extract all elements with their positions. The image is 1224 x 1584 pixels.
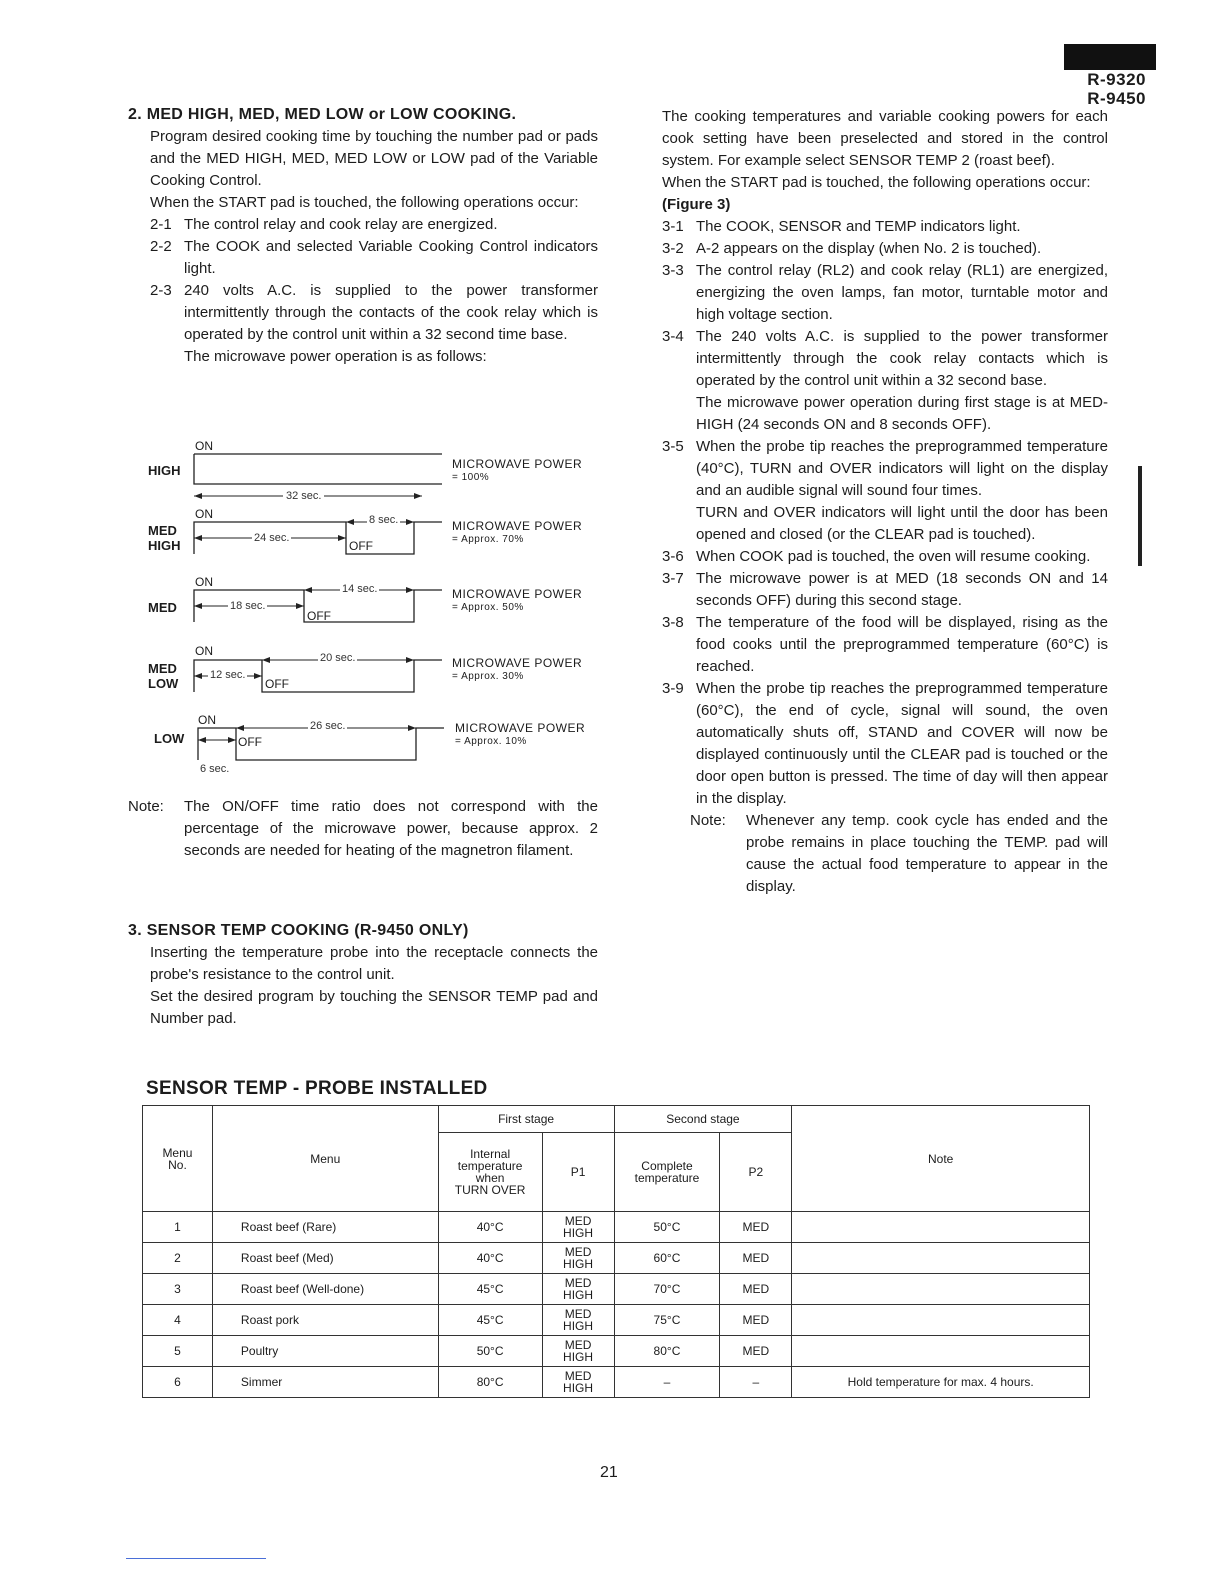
item-number: 3-1 (662, 218, 684, 235)
wave-label-low: LOW (154, 731, 185, 746)
mw-pct: = Approx. 50% (452, 602, 524, 613)
scan-mark (1138, 466, 1142, 566)
header-complete-temp (614, 1133, 720, 1212)
sensor-temp-table (142, 1105, 1090, 1398)
item-text: The control relay and cook relay are energized. (184, 216, 498, 233)
cell-note (792, 1274, 1090, 1305)
cell-turn-temp: 45°C (438, 1274, 542, 1305)
cell-turn-temp: 50°C (438, 1336, 542, 1367)
header-second-stage: Second stage (614, 1106, 792, 1133)
cell-p2: MED (720, 1243, 792, 1274)
cell-menu-no: 2 (143, 1243, 213, 1274)
cell-menu: Roast beef (Med) (212, 1243, 438, 1274)
cell-text: MED (564, 1307, 592, 1321)
cell-complete-temp: 70°C (614, 1274, 720, 1305)
section-2-heading: 2. MED HIGH, MED, MED LOW or LOW COOKING. (128, 106, 517, 123)
mw-pct: = Approx. 10% (455, 736, 527, 747)
mw-label: MICROWAVE POWER (452, 457, 583, 471)
right-item (662, 260, 1108, 326)
label-line: LOW (148, 676, 179, 691)
cell-text: MED (564, 1245, 592, 1259)
mw-power-high (452, 458, 582, 484)
cell-note (792, 1243, 1090, 1274)
cell-note: Hold temperature for max. 4 hours. (792, 1367, 1090, 1398)
right-column (662, 106, 1108, 898)
table-row (143, 1336, 1090, 1367)
cell-menu-no: 3 (143, 1274, 213, 1305)
header-first-stage: First stage (438, 1106, 614, 1133)
note-label: Note: (128, 798, 164, 815)
mw-label: MICROWAVE POWER (452, 587, 583, 601)
right-item (662, 326, 1108, 392)
header-menu-no (143, 1106, 213, 1212)
section-3-p1: Inserting the temperature probe into the receptacle connects the probe's resistance to the control unit. (150, 944, 598, 983)
on-label: ON (195, 644, 213, 658)
item-text: The temperature of the food will be displayed, rising as the food cooks until the preprogrammed temperature (60°C) is reached. (696, 614, 1108, 675)
item-number: 3-8 (662, 614, 684, 631)
wave-label-med-high (148, 523, 181, 553)
cell-menu: Simmer (212, 1367, 438, 1398)
table-row (143, 1274, 1090, 1305)
item-text: The microwave power is at MED (18 seconds ON and 14 seconds OFF) during this second stage. (696, 570, 1108, 609)
item-text: When the probe tip reaches the preprogrammed temperature (40°C), TURN and OVER indicators will light on the display and an audible signal will sound four times. (696, 438, 1108, 499)
right-note (662, 810, 1108, 898)
cell-p1 (542, 1305, 614, 1336)
cell-complete-temp: 50°C (614, 1212, 720, 1243)
header-text: when (475, 1171, 505, 1185)
mw-power-med (452, 588, 582, 614)
off-label: OFF (265, 677, 289, 691)
cell-menu-no: 4 (143, 1305, 213, 1336)
item-text: 240 volts A.C. is supplied to the power transformer intermittently through the contacts of the cook relay which is operated by the control unit within a 32 second time base. (184, 282, 598, 343)
on-time-label: 6 sec. (200, 763, 230, 775)
cell-menu: Roast pork (212, 1305, 438, 1336)
off-label: OFF (349, 539, 373, 553)
model-r9450: R-9450 (1087, 89, 1146, 108)
right-item (662, 612, 1108, 678)
cell-text: MED (564, 1338, 592, 1352)
cell-p1 (542, 1336, 614, 1367)
on-label: ON (195, 439, 213, 453)
right-item (662, 678, 1108, 810)
item-number: 3-6 (662, 548, 684, 565)
wave-label-med-low (148, 661, 178, 691)
item-text: A-2 appears on the display (when No. 2 is touched). (696, 240, 1042, 257)
header-text: Internal (470, 1147, 511, 1161)
cell-p2: MED (720, 1305, 792, 1336)
note-text: Whenever any temp. cook cycle has ended and the probe remains in place touching the TEMP. pad will cause the actual food temperature to appear in the display. (746, 812, 1108, 895)
base-time-label: 32 sec. (283, 490, 324, 502)
section-3 (128, 920, 598, 1030)
off-time-label: 14 sec. (342, 583, 378, 595)
cell-text: HIGH (563, 1257, 594, 1271)
item-number: 2-3 (150, 282, 172, 299)
on-time-label: 24 sec. (254, 532, 290, 544)
label-line: MED (148, 661, 177, 676)
off-label: OFF (238, 735, 262, 749)
item-number: 3-5 (662, 438, 684, 455)
cell-p1 (542, 1212, 614, 1243)
cell-text: MED (564, 1214, 592, 1228)
cell-complete-temp: 60°C (614, 1243, 720, 1274)
off-label: OFF (307, 609, 331, 623)
cell-menu-no: 6 (143, 1367, 213, 1398)
mw-label: MICROWAVE POWER (455, 721, 586, 735)
note-label: Note: (690, 812, 726, 829)
cell-text: MED (564, 1369, 592, 1383)
header-text: TURN OVER (454, 1183, 526, 1197)
right-item-extra: The microwave power operation during first stage is at MED-HIGH (24 seconds ON and 8 seconds OFF). (696, 394, 1108, 433)
table-row (143, 1212, 1090, 1243)
cell-menu: Poultry (212, 1336, 438, 1367)
cell-p1 (542, 1243, 614, 1274)
header-black-block (1064, 44, 1156, 70)
header-text: Menu (162, 1145, 193, 1160)
cell-complete-temp: 80°C (614, 1336, 720, 1367)
cell-text: HIGH (563, 1226, 594, 1240)
section-3-p2: Set the desired program by touching the SENSOR TEMP pad and Number pad. (150, 988, 598, 1027)
cell-text: HIGH (563, 1350, 594, 1364)
mw-power-low (455, 722, 585, 748)
item-number: 2-2 (150, 238, 172, 255)
table-row (143, 1305, 1090, 1336)
cell-text: MED (564, 1276, 592, 1290)
footer-line (126, 1558, 266, 1559)
cell-turn-temp: 40°C (438, 1243, 542, 1274)
table-row (143, 1367, 1090, 1398)
mw-label: MICROWAVE POWER (452, 656, 583, 670)
header-p2: P2 (720, 1133, 792, 1212)
right-when-text: When the START pad is touched, the following operations occur: (662, 174, 1091, 191)
cell-menu-no: 5 (143, 1336, 213, 1367)
cell-menu: Roast beef (Rare) (212, 1212, 438, 1243)
cell-turn-temp: 80°C (438, 1367, 542, 1398)
wave-med-high (190, 514, 450, 560)
mw-pct: = Approx. 30% (452, 671, 524, 682)
on-time-label: 12 sec. (210, 669, 246, 681)
section-2-item (150, 236, 598, 280)
cell-p1 (542, 1367, 614, 1398)
cell-text: HIGH (563, 1381, 594, 1395)
item-number: 3-4 (662, 328, 684, 345)
on-label: ON (198, 713, 216, 727)
section-2-item (150, 280, 598, 346)
cell-text: HIGH (563, 1288, 594, 1302)
item-text: When the probe tip reaches the preprogrammed temperature (60°C), the end of cycle, signal will sound, the oven automatically shuts off, STAND and COVER will now be displayed continuously until the CLEAR pad is touched or the door open button is pressed. The time of day will then appear in the display. (696, 680, 1108, 807)
cell-note (792, 1212, 1090, 1243)
right-item (662, 546, 1108, 568)
section-2 (128, 104, 598, 368)
header-text: Complete (641, 1159, 693, 1173)
on-label: ON (195, 575, 213, 589)
section-2-item (150, 214, 598, 236)
cell-p1 (542, 1274, 614, 1305)
note-magnetron (128, 796, 598, 862)
table-row (143, 1243, 1090, 1274)
table-header-row (143, 1106, 1090, 1133)
right-item (662, 568, 1108, 612)
header-p1: P1 (542, 1133, 614, 1212)
section-3-heading: 3. SENSOR TEMP COOKING (R-9450 ONLY) (128, 922, 469, 939)
right-when (662, 172, 1108, 216)
label-line: MED (148, 523, 177, 538)
header-text: temperature (634, 1171, 700, 1185)
cell-p2: MED (720, 1336, 792, 1367)
item-number: 2-1 (150, 216, 172, 233)
header-internal-temp (438, 1133, 542, 1212)
mw-power-med-high (452, 520, 582, 546)
cell-p2: – (720, 1367, 792, 1398)
on-label: ON (195, 507, 213, 521)
item-text: The 240 volts A.C. is supplied to the power transformer intermittently through the cook relay contacts which is operated by the control unit within a 32 second base. (696, 328, 1108, 389)
cell-menu: Roast beef (Well-done) (212, 1274, 438, 1305)
off-time-label: 20 sec. (320, 652, 356, 664)
item-number: 3-2 (662, 240, 684, 257)
page-number: 21 (600, 1464, 618, 1481)
wave-label-high: HIGH (148, 463, 181, 478)
mw-power-med-low (452, 657, 582, 683)
cell-menu-no: 1 (143, 1212, 213, 1243)
header-menu: Menu (212, 1106, 438, 1212)
item-text: The COOK and selected Variable Cooking Control indicators light. (184, 238, 598, 277)
item-number: 3-9 (662, 680, 684, 697)
right-item (662, 216, 1108, 238)
figure-ref: (Figure 3) (662, 196, 731, 213)
cell-note (792, 1305, 1090, 1336)
section-2-intro: Program desired cooking time by touching the number pad or pads and the MED HIGH, MED, MED LOW or LOW pad of the Variable Cooking Control. (150, 128, 598, 189)
cell-complete-temp: – (614, 1367, 720, 1398)
header-text: temperature (457, 1159, 523, 1173)
cell-p2: MED (720, 1274, 792, 1305)
on-time-label: 18 sec. (230, 600, 266, 612)
section-2-power-intro: The microwave power operation is as follows: (184, 348, 487, 365)
header-text: No. (168, 1157, 187, 1172)
cell-note (792, 1336, 1090, 1367)
right-item (662, 436, 1108, 502)
mw-pct: = 100% (452, 472, 490, 483)
cell-p2: MED (720, 1212, 792, 1243)
note-text: The ON/OFF time ratio does not correspond with the percentage of the microwave power, because approx. 2 seconds are needed for heating of the magnetron filament. (184, 798, 598, 859)
wave-label-med: MED (148, 600, 177, 615)
right-item (662, 238, 1108, 260)
mw-label: MICROWAVE POWER (452, 519, 583, 533)
off-time-label: 26 sec. (310, 720, 346, 732)
label-line: HIGH (148, 538, 181, 553)
right-item-extra: TURN and OVER indicators will light until the door has been opened and closed (or the CLEAR pad is touched). (696, 504, 1108, 543)
section-2-when: When the START pad is touched, the following operations occur: (150, 194, 579, 211)
item-text: When COOK pad is touched, the oven will resume cooking. (696, 548, 1091, 565)
cell-turn-temp: 40°C (438, 1212, 542, 1243)
off-time-label: 8 sec. (369, 514, 399, 526)
item-text: The COOK, SENSOR and TEMP indicators light. (696, 218, 1021, 235)
cell-turn-temp: 45°C (438, 1305, 542, 1336)
model-r9320: R-9320 (1087, 70, 1146, 89)
item-number: 3-7 (662, 570, 684, 587)
right-intro: The cooking temperatures and variable cooking powers for each cook setting have been preselected and stored in the control system. For example select SENSOR TEMP 2 (roast beef). (662, 108, 1108, 169)
table-title: SENSOR TEMP - PROBE INSTALLED (146, 1078, 488, 1099)
header-note: Note (792, 1106, 1090, 1212)
cell-complete-temp: 75°C (614, 1305, 720, 1336)
mw-pct: = Approx. 70% (452, 534, 524, 545)
cell-text: HIGH (563, 1319, 594, 1333)
item-number: 3-3 (662, 262, 684, 279)
item-text: The control relay (RL2) and cook relay (RL1) are energized, energizing the oven lamps, fan motor, turntable motor and high voltage section. (696, 262, 1108, 323)
